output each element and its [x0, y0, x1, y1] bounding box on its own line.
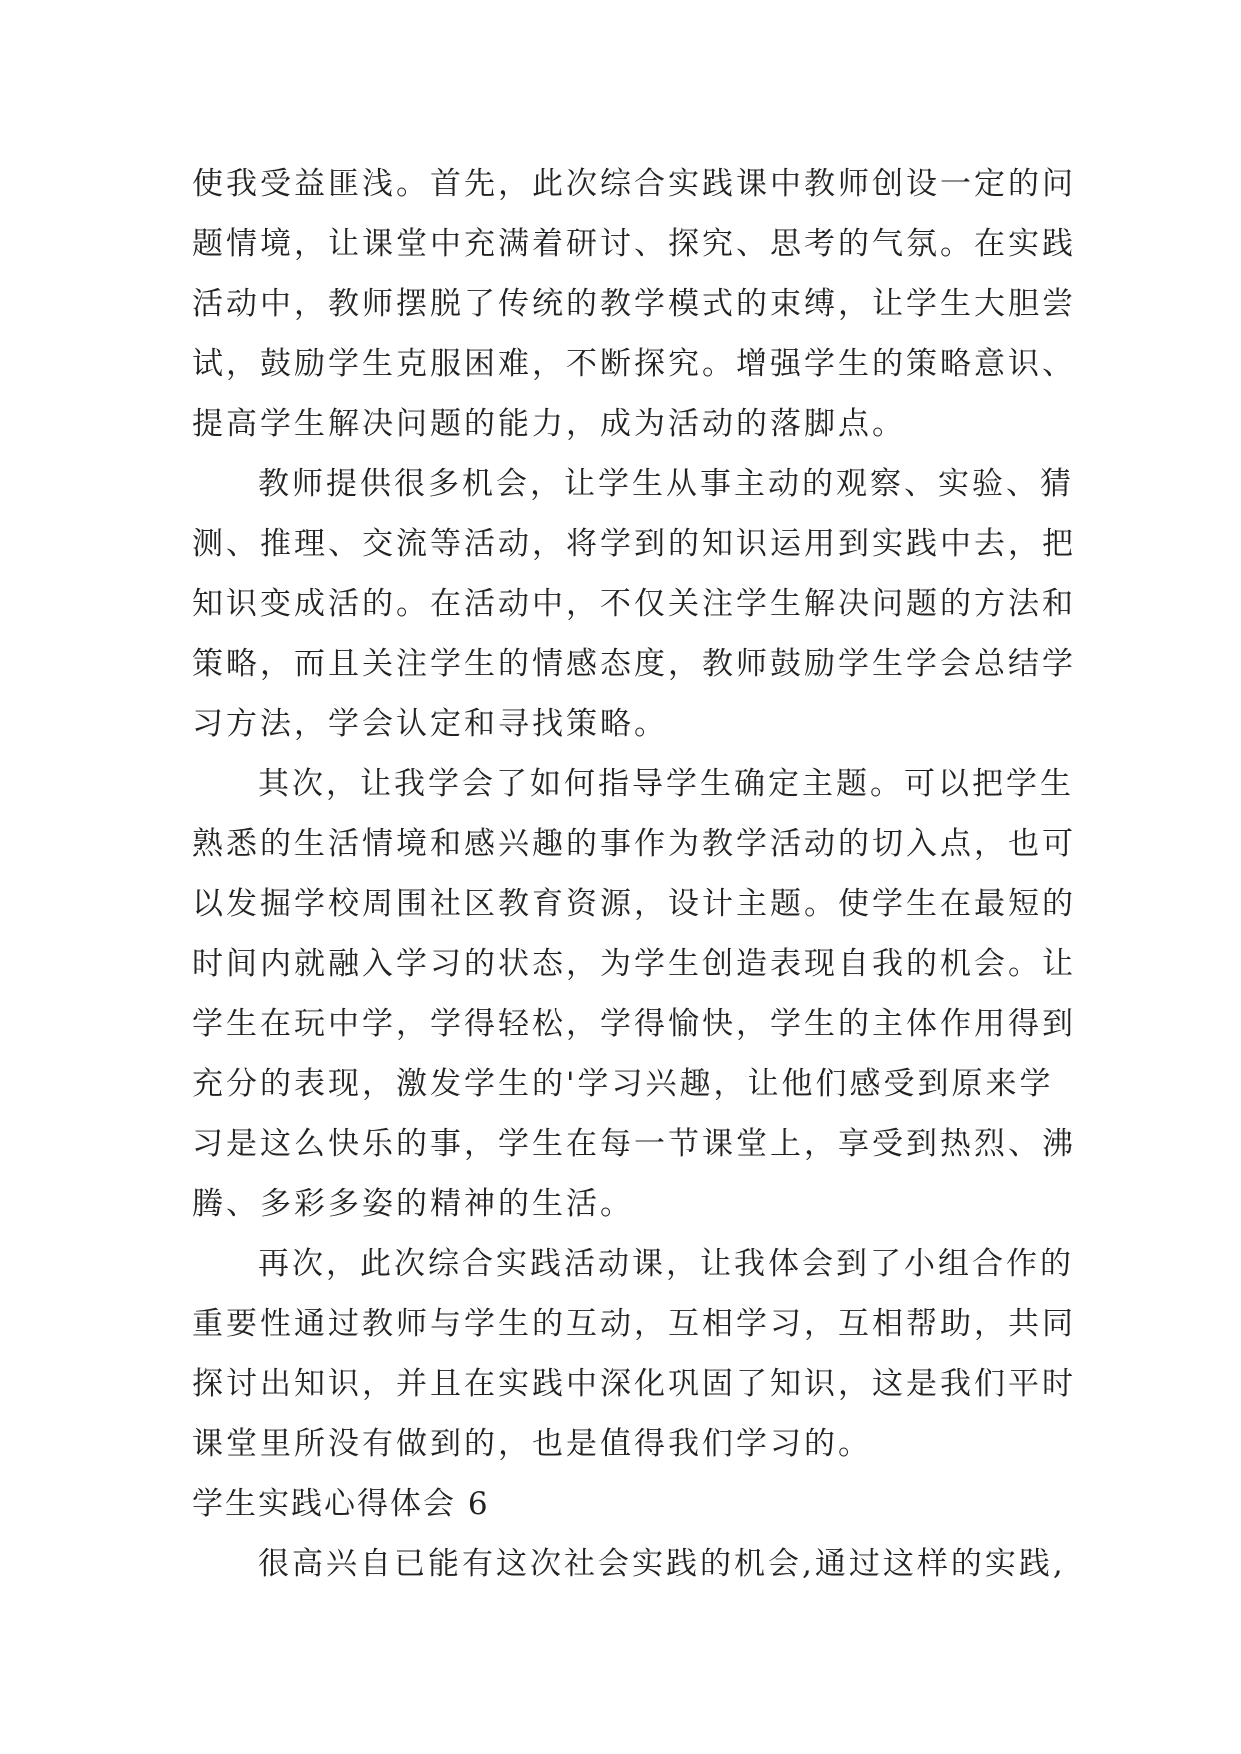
body-text-line: 题情境，让课堂中充满着研讨、探究、思考的气氛。在实践	[192, 226, 1076, 262]
body-text-line: 测、推理、交流等活动，将学到的知识运用到实践中去，把	[192, 526, 1076, 562]
body-text-line: 试，鼓励学生克服困难，不断探究。增强学生的策略意识、	[192, 346, 1076, 382]
body-text-line: 以发掘学校周围社区教育资源，设计主题。使学生在最短的	[192, 886, 1076, 922]
body-text-line: 活动中，教师摆脱了传统的教学模式的束缚，让学生大胆尝	[192, 286, 1076, 322]
paragraph-first-line: 再次，此次综合实践活动课，让我体会到了小组合作的	[258, 1246, 1074, 1282]
body-text-line: 课堂里所没有做到的，也是值得我们学习的。	[192, 1426, 872, 1462]
body-text-line: 熟悉的生活情境和感兴趣的事作为教学活动的切入点，也可	[192, 826, 1076, 862]
body-text-line: 探讨出知识，并且在实践中深化巩固了知识，这是我们平时	[192, 1366, 1076, 1402]
body-text-line: 习是这么快乐的事，学生在每一节课堂上，享受到热烈、沸	[192, 1126, 1076, 1162]
body-text-line: 重要性通过教师与学生的互动，互相学习，互相帮助，共同	[192, 1306, 1076, 1342]
body-text-line: 充分的表现，激发学生的'学习兴趣，让他们感受到原来学	[192, 1066, 1054, 1102]
document-body	[192, 154, 1076, 1594]
body-text-line: 腾、多彩多姿的精神的生活。	[192, 1186, 634, 1222]
paragraph-first-line: 其次，让我学会了如何指导学生确定主题。可以把学生	[258, 766, 1074, 802]
paragraph-first-line: 教师提供很多机会，让学生从事主动的观察、实验、猜	[258, 466, 1074, 502]
body-text-line: 提高学生解决问题的能力，成为活动的落脚点。	[192, 406, 906, 442]
body-text-line: 使我受益匪浅。首先，此次综合实践课中教师创设一定的问	[192, 166, 1076, 202]
paragraph-first-line: 很高兴自已能有这次社会实践的机会,通过这样的实践,	[258, 1546, 1066, 1582]
body-text-line: 策略，而且关注学生的情感态度，教师鼓励学生学会总结学	[192, 646, 1076, 682]
body-text-line: 时间内就融入学习的状态，为学生创造表现自我的机会。让	[192, 946, 1076, 982]
body-text-line: 知识变成活的。在活动中，不仅关注学生解决问题的方法和	[192, 586, 1076, 622]
section-heading: 学生实践心得体会 6	[192, 1486, 490, 1522]
body-text-line: 习方法，学会认定和寻找策略。	[192, 706, 668, 742]
body-text-line: 学生在玩中学，学得轻松，学得愉快，学生的主体作用得到	[192, 1006, 1076, 1042]
